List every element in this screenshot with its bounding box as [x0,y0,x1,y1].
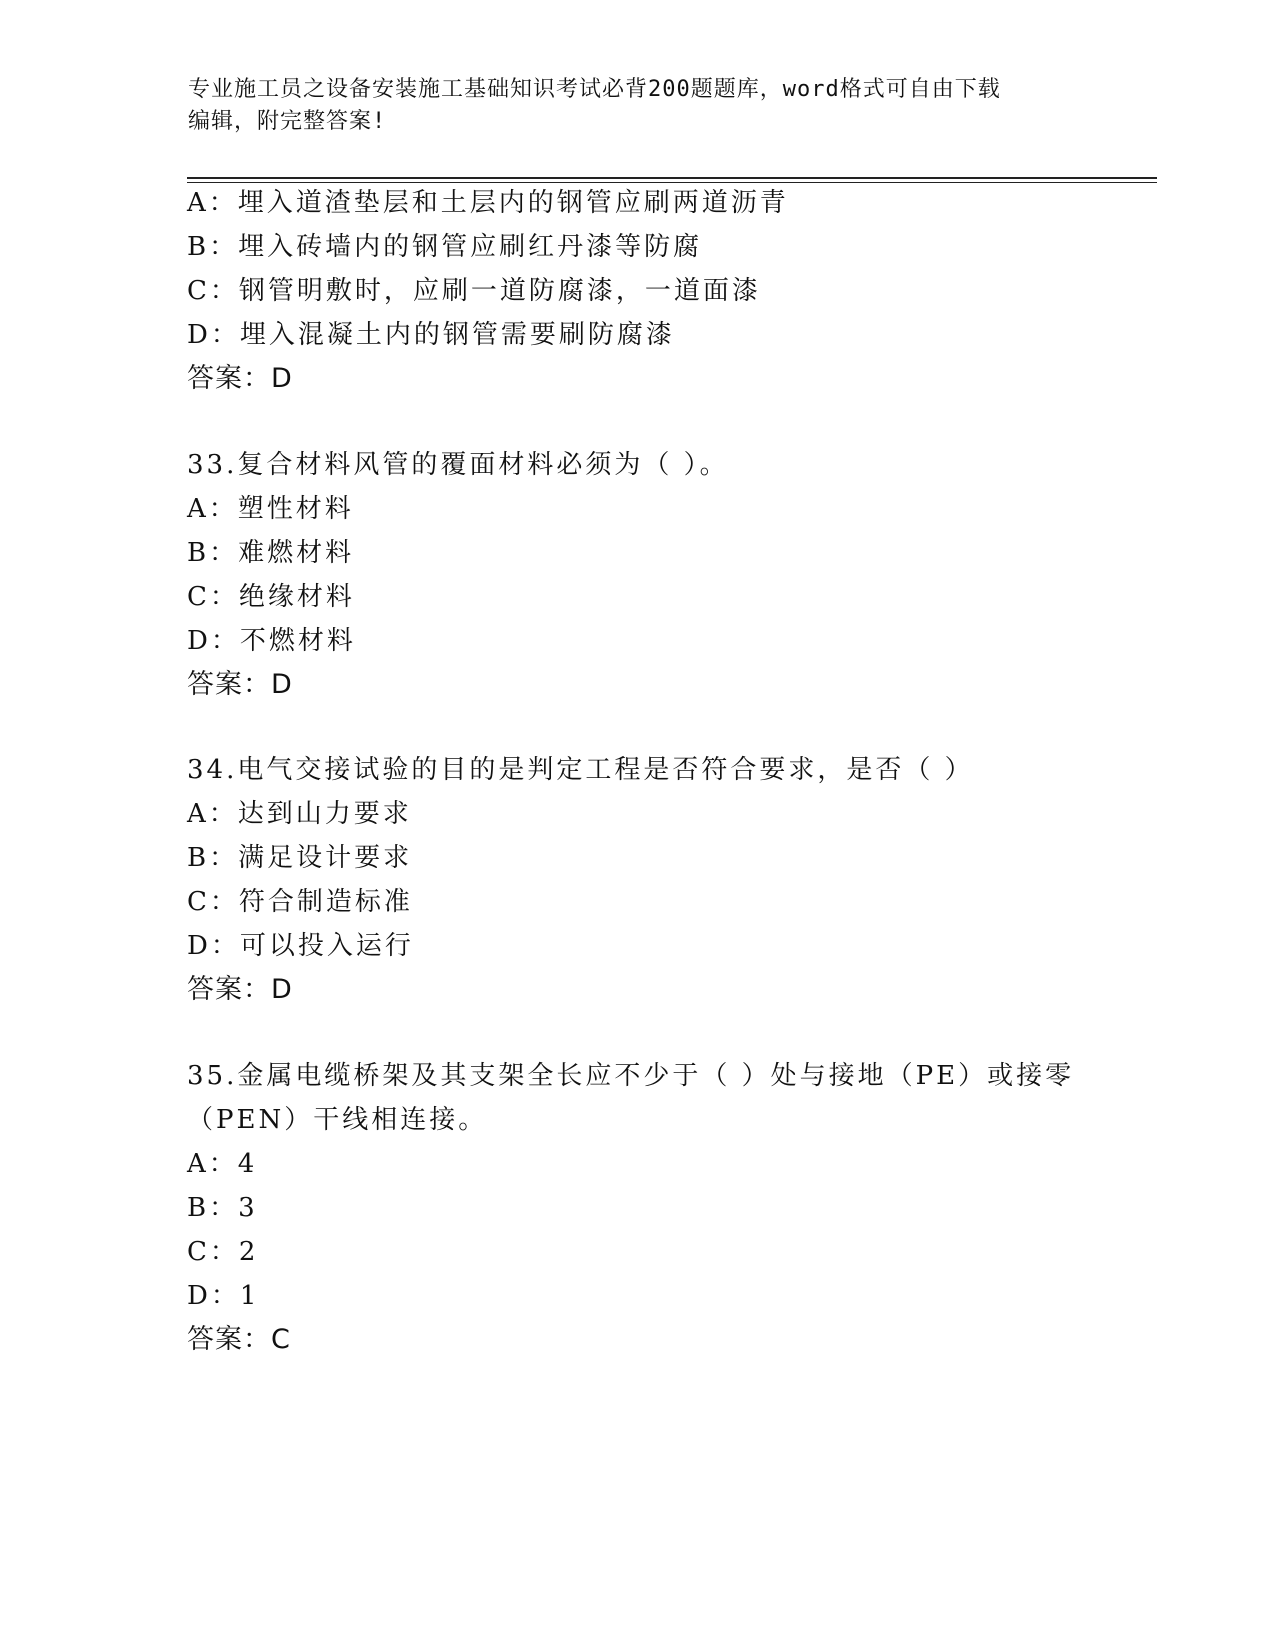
q34-option-d: D：可以投入运行 [187,931,414,961]
q33-option-a: A：塑性材料 [187,494,354,524]
q33-option-c: C：绝缘材料 [187,582,355,612]
q35-option-b: B：3 [187,1193,258,1223]
document-header [188,74,1068,138]
q34-question: 34.电气交接试验的目的是判定工程是否符合要求，是否（ ） [187,755,974,785]
q35-option-c: C：2 [187,1237,259,1267]
q35-option-d: D：1 [187,1281,260,1311]
q32-option-d: D：埋入混凝土内的钢管需要刷防腐漆 [187,320,675,350]
q33-option-b: B：难燃材料 [187,538,355,568]
header-divider-thin [187,182,1157,183]
header-title-line-2: 编辑，附完整答案! [188,109,387,134]
header-divider-thick [187,177,1157,179]
q34-option-a: A：达到山力要求 [187,799,412,829]
q33-answer: 答案：D [187,669,293,700]
q34-option-b: B：满足设计要求 [187,843,413,873]
q32-option-c: C：钢管明敷时，应刷一道防腐漆，一道面漆 [187,276,761,306]
q35-answer: 答案：C [187,1324,291,1355]
q32-option-b: B：埋入砖墙内的钢管应刷红丹漆等防腐 [187,232,703,262]
q34-answer: 答案：D [187,974,293,1005]
header-title-line-1: 专业施工员之设备安装施工基础知识考试必背200题题库，word格式可自由下载 [188,77,1001,102]
q33-question: 33.复合材料风管的覆面材料必须为（ ）。 [187,450,729,480]
q33-option-d: D：不燃材料 [187,626,356,656]
q35-question-line-2: （PEN）干线相连接。 [187,1105,488,1135]
q35-option-a: A：4 [187,1149,258,1179]
q32-option-a: A：埋入道渣垫层和土层内的钢管应刷两道沥青 [187,188,789,218]
q34-option-c: C：符合制造标准 [187,887,413,917]
q35-question-line-1: 35.金属电缆桥架及其支架全长应不少于（ ）处与接地（PE）或接零 [187,1061,1075,1091]
q32-answer: 答案：D [187,363,293,394]
